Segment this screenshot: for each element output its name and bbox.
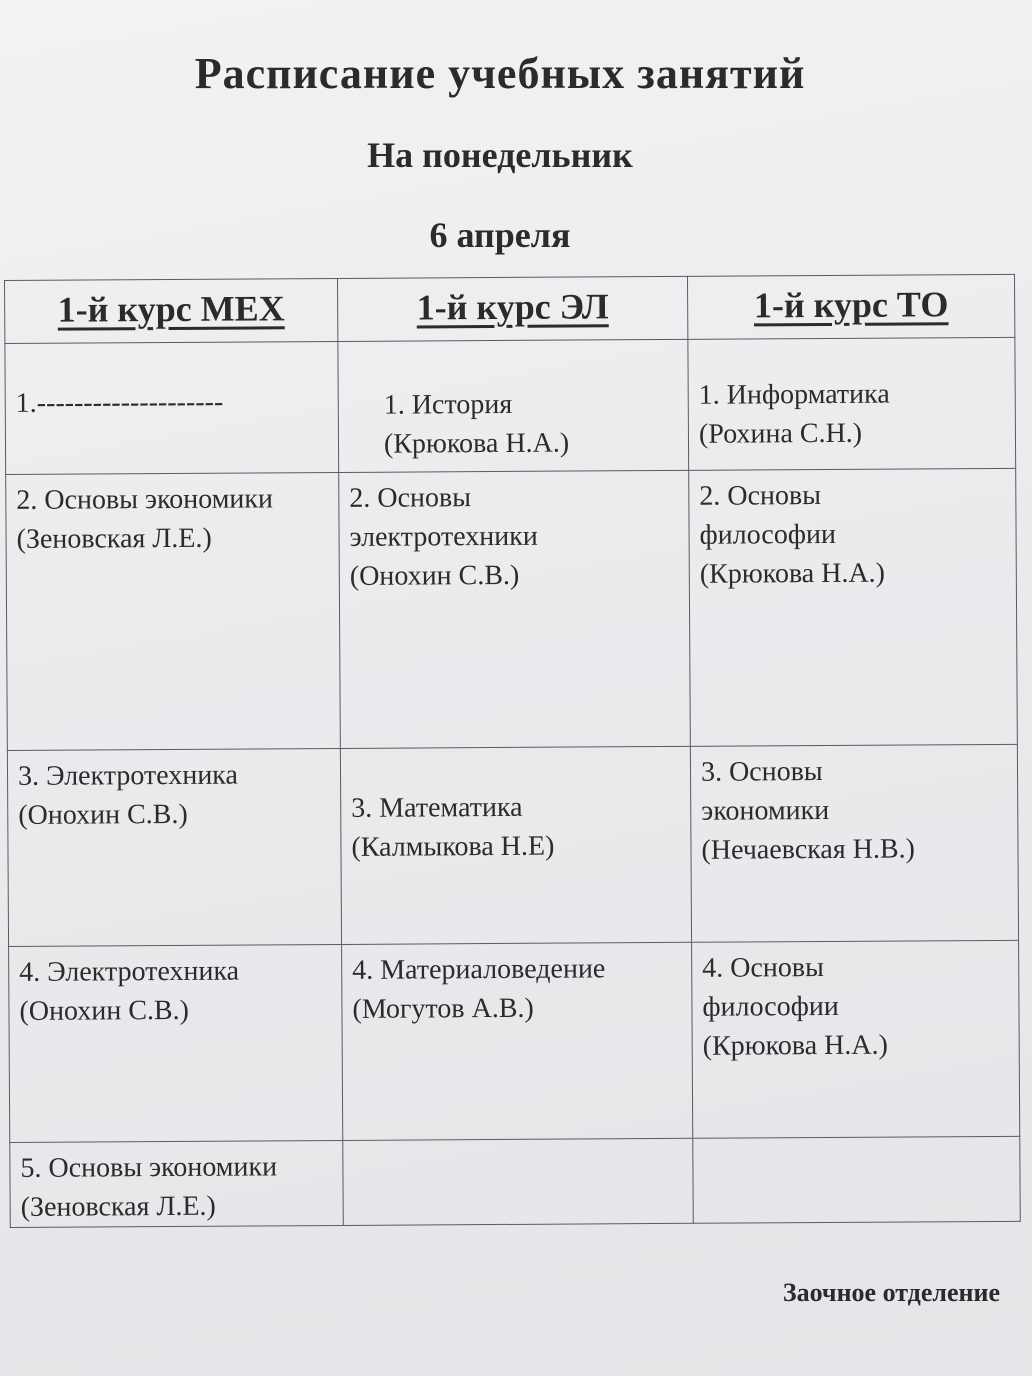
- table-cell: [7, 748, 341, 946]
- table-row: [9, 940, 1020, 1142]
- table-cell: [343, 1138, 694, 1225]
- lesson-entry: 4. Электротехника (Онохин С.В.): [19, 955, 240, 1027]
- table-cell: [692, 940, 1020, 1138]
- table-cell: [10, 1140, 344, 1227]
- lesson-entry: 2. Основы философии (Крюкова Н.А.): [699, 480, 886, 590]
- column-header-to: [687, 274, 1014, 339]
- table-row: [10, 1136, 1021, 1227]
- column-header-label: 1-й курс МЕХ: [57, 288, 285, 330]
- department-label: Заочное отделение: [782, 1278, 1000, 1307]
- lesson-entry: 3. Электротехника (Онохин С.В.): [17, 759, 238, 831]
- schedule-date: 6 апреля: [429, 215, 571, 255]
- table-cell: [9, 944, 343, 1142]
- table-row: [7, 744, 1018, 946]
- table-cell: [6, 472, 341, 750]
- page-title: Расписание учебных занятий: [194, 49, 806, 98]
- lesson-entry: [693, 1137, 1019, 1145]
- table-cell: [688, 337, 1016, 470]
- table-header-row: [5, 274, 1015, 343]
- lesson-entry: 1. История (Крюкова Н.А.): [383, 388, 570, 460]
- column-header-label: 1-й курс ТО: [753, 284, 949, 326]
- table-cell: [342, 942, 693, 1140]
- lesson-entry: 1. Информатика (Рохина С.Н.): [698, 378, 890, 450]
- column-header-mex: [5, 278, 338, 343]
- lesson-entry: 4. Материаловедение (Могутов А.В.): [352, 953, 606, 1025]
- lesson-entry: 3. Математика (Калмыкова Н.Е): [351, 791, 555, 863]
- column-header-label: 1-й курс ЭЛ: [416, 286, 609, 328]
- lesson-entry: [343, 1139, 692, 1147]
- table-cell: [340, 746, 691, 944]
- column-header-el: [337, 276, 687, 341]
- lesson-entry: 1.--------------------: [15, 386, 224, 419]
- table-row: [6, 468, 1018, 750]
- page-subtitle: На понедельник: [367, 135, 633, 175]
- lesson-entry: 2. Основы электротехники (Онохин С.В.): [349, 482, 538, 592]
- schedule-table: [4, 274, 1021, 1228]
- table-cell: [689, 468, 1018, 746]
- lesson-entry: 4. Основы философии (Крюкова Н.А.): [702, 952, 888, 1062]
- lesson-entry: 5. Основы экономики (Зеновская Л.Е.): [20, 1151, 278, 1223]
- table-cell: [338, 339, 689, 472]
- lesson-entry: 2. Основы экономики (Зеновская Л.Е.): [16, 483, 274, 555]
- table-cell: [690, 744, 1018, 942]
- lesson-entry: 3. Основы экономики (Нечаевская Н.В.): [700, 756, 915, 866]
- table-cell: [5, 341, 339, 474]
- table-cell: [339, 470, 691, 748]
- table-row: [5, 337, 1016, 474]
- table-cell: [693, 1136, 1021, 1223]
